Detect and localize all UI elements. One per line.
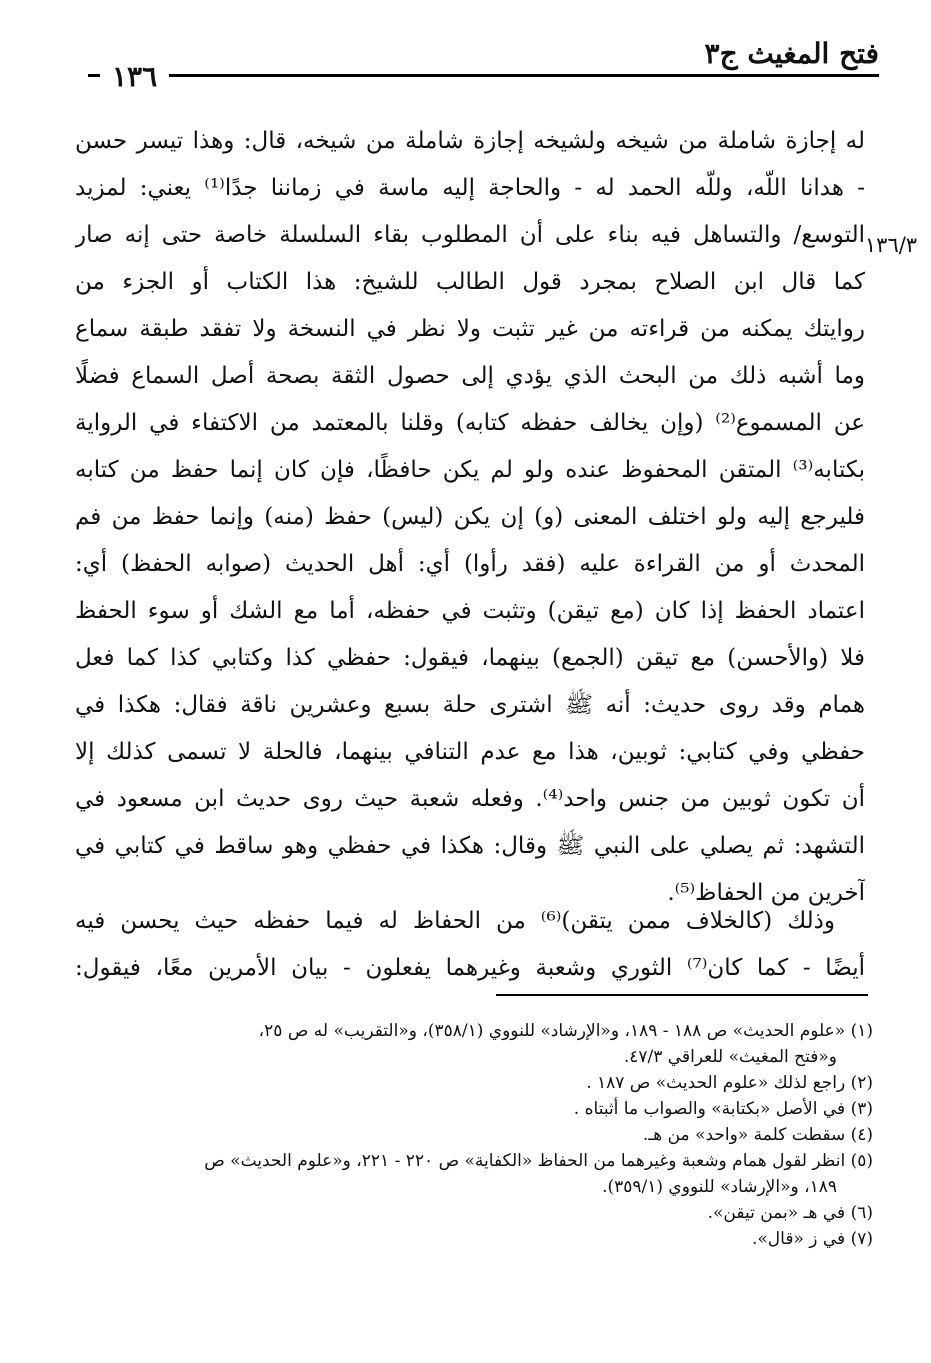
text-line: التوسع/ والتساهل فيه بناء على أن المطلوب بقاء السلسلة خاصة حتى إنه صار xyxy=(75,222,865,248)
text-line: المحدث أو من القراءة عليه (فقد رأوا) أي: أهل الحديث (صوابه الحفظ) أي: xyxy=(75,551,865,577)
footnote-1: (١) «علوم الحديث» ص ١٨٨ - ١٨٩، و«الإرشاد» للنووي (٣٥٨/١)، و«التقريب» له ص ٢٥، xyxy=(258,1021,873,1041)
text-line: حفظي وفي كتابي: ثوبين، هذا مع عدم التنافي بينهما، فالحلة لا تسمى كذلك إلا xyxy=(75,739,865,765)
text-line: آخرين من الحفاظ⁽⁵⁾. xyxy=(667,880,865,906)
footnote-6: (٦) في هـ «بمن تيقن». xyxy=(707,1203,873,1223)
main-paragraph-1 xyxy=(75,118,865,917)
text-line: همام وقد روى حديث: أنه ﷺ اشترى حلة بسبع وعشرين ناقة فقال: هكذا في xyxy=(75,692,865,718)
main-paragraph-2 xyxy=(75,898,865,992)
text-line: أن تكون ثوبين من جنس واحد⁽⁴⁾. وفعله شعبة حيث روى حديث ابن مسعود في xyxy=(75,786,865,812)
header-rule xyxy=(88,74,879,77)
footnote-2: (٢) راجع لذلك «علوم الحديث» ص ١٨٧ . xyxy=(586,1073,873,1093)
footnote-5: (٥) انظر لقول همام وشعبة وغيرهما من الحفاظ «الكفاية» ص ٢٢٠ - ٢٢١، و«علوم الحديث» ص xyxy=(204,1151,873,1171)
margin-page-reference: ١٣٦/٣ xyxy=(864,233,918,257)
footnote-5-continued: ١٨٩، و«الإرشاد» للنووي (٣٥٩/١). xyxy=(602,1177,837,1197)
text-line: له إجازة شاملة من شيخه ولشيخه إجازة شاملة من شيخه، قال: وهذا تيسر حسن xyxy=(75,128,865,154)
text-line: أيضًا - كما كان⁽⁷⁾ الثوري وشعبة وغيرهما يفعلون - بيان الأمرين معًا، فيقول: xyxy=(75,955,865,981)
text-line: فليرجع إليه ولو اختلف المعنى (و) إن يكن (ليس) حفظ (منه) وإنما حفظ من فم xyxy=(75,504,865,530)
page-number: ١٣٦ xyxy=(100,62,169,92)
text-line: وذلك (كالخلاف ممن يتقن)⁽⁶⁾ من الحفاظ له فيما حفظه حيث يحسن فيه xyxy=(75,908,835,934)
text-line: روايتك يمكنه من قراءته من غير تثبت ولا نظر في النسخة ولا تفقد طبقة سماع xyxy=(75,316,865,342)
footnote-7: (٧) في ز «قال». xyxy=(752,1229,873,1249)
running-title: فتح المغيث ج٣ xyxy=(704,37,879,70)
text-line: فلا (والأحسن) مع تيقن (الجمع) بينهما، فيقول: حفظي كذا وكتابي كذا كما فعل xyxy=(75,645,865,671)
footnote-3: (٣) في الأصل «بكتابة» والصواب ما أثبتاه . xyxy=(573,1099,873,1119)
footnotes xyxy=(73,1018,873,1252)
footnote-1-continued: و«فتح المغيث» للعراقي ٤٧/٣. xyxy=(623,1047,837,1067)
footnote-4: (٤) سقطت كلمة «واحد» من هـ. xyxy=(642,1125,873,1145)
text-line: اعتماد الحفظ إذا كان (مع تيقن) وتثبت في حفظه، أما مع الشك أو سوء الحفظ xyxy=(75,598,865,624)
text-line: بكتابه⁽³⁾ المتقن المحفوظ عنده ولو لم يكن حافظًا، فإن كان إنما حفظ من كتابه xyxy=(75,457,865,483)
text-line: كما قال ابن الصلاح بمجرد قول الطالب للشيخ: هذا الكتاب أو الجزء من xyxy=(75,269,865,295)
text-line: - هدانا اللّه، وللّه الحمد له - والحاجة إليه ماسة في زماننا جدًا⁽¹⁾ يعني: لمزيد xyxy=(75,175,865,201)
text-line: عن المسموع⁽²⁾ (وإن يخالف حفظه كتابه) وقلنا بالمعتمد من الاكتفاء في الرواية xyxy=(75,410,865,436)
text-line: التشهد: ثم يصلي على النبي ﷺ وقال: هكذا في حفظي وهو ساقط في كتابي في xyxy=(75,833,865,859)
footnote-separator xyxy=(496,994,868,996)
text-line: وما أشبه ذلك من البحث الذي يؤدي إلى حصول الثقة بصحة أصل السماع فضلًا xyxy=(75,363,865,389)
